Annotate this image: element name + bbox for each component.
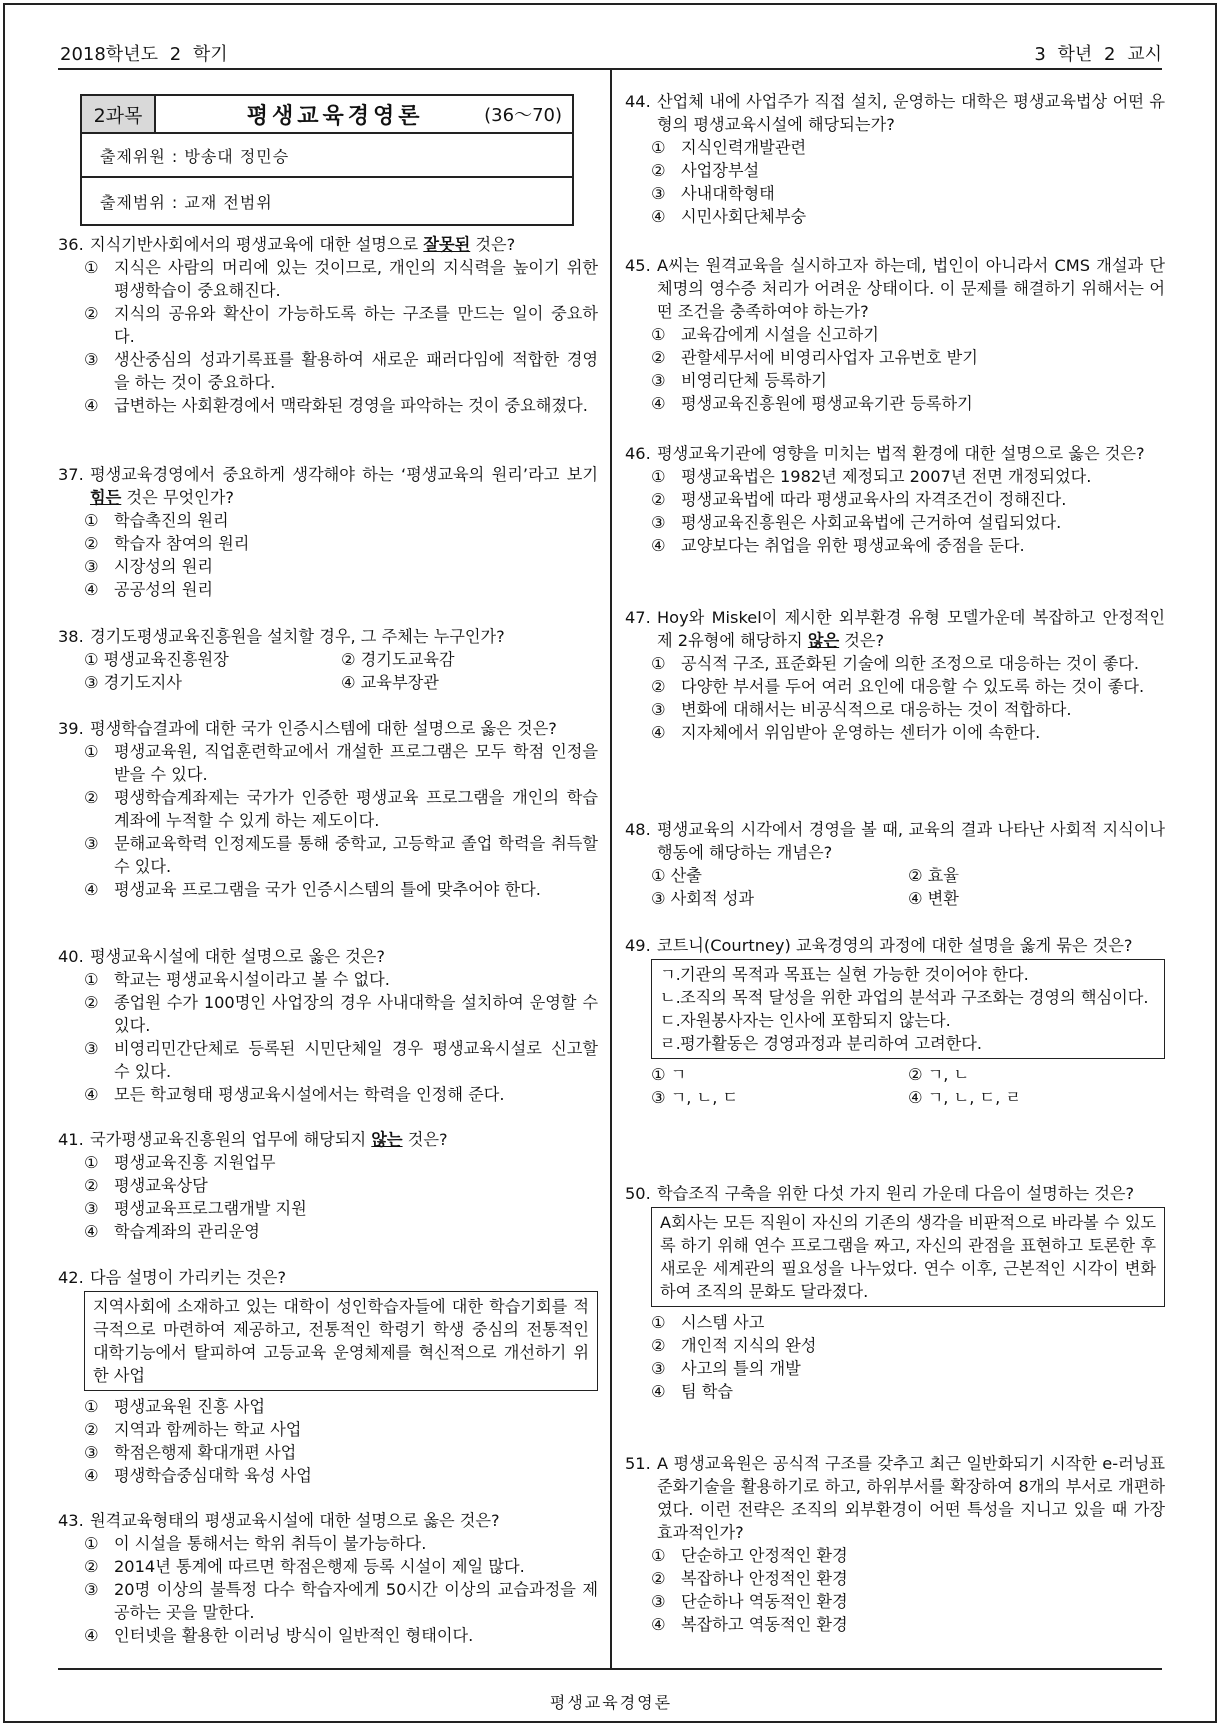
option-2[interactable]: ② 효율	[908, 866, 959, 885]
subject-number: 2과목	[82, 96, 156, 132]
header-year-term: 2018학년도 2 학기	[60, 44, 228, 65]
option-4[interactable]: ④ 교육부장관	[341, 673, 439, 692]
option-3[interactable]: ③ 생산중심의 성과기록표를 활용하여 새로운 패러다임에 적합한 경영을 하는 것이 중요하다.	[84, 350, 598, 392]
option-3[interactable]: ③ 학점은행제 확대개편 사업	[84, 1443, 297, 1462]
option-4[interactable]: ④ 평생교육 프로그램을 국가 인증시스템의 틀에 맞추어야 한다.	[84, 880, 541, 899]
question-50	[625, 1182, 1165, 1403]
question-number: 37.	[58, 465, 84, 484]
option-1[interactable]: ① 이 시설을 통해서는 학위 취득이 불가능하다.	[84, 1534, 427, 1553]
option-4[interactable]: ④ 복잡하고 역동적인 환경	[651, 1615, 848, 1634]
option-2[interactable]: ② 평생교육상담	[84, 1176, 208, 1195]
option-3[interactable]: ③ 사고의 틀의 개발	[651, 1359, 801, 1378]
question-number: 38.	[58, 627, 84, 646]
option-3[interactable]: ③ 평생교육프로그램개발 지원	[84, 1199, 307, 1218]
option-2[interactable]: ② 평생교육법에 따라 평생교육사의 자격조건이 정해진다.	[651, 490, 1067, 509]
subject-author: 출제위원 : 방송대 정민승	[82, 134, 572, 178]
question-stem-end: 것은?	[839, 631, 885, 650]
option-2[interactable]: ② ㄱ, ㄴ	[908, 1065, 970, 1084]
subject-scope: 출제범위 : 교재 전범위	[100, 192, 273, 212]
question-stem-end: 것은?	[470, 235, 516, 254]
question-number: 41.	[58, 1130, 84, 1149]
question-stem: 평생교육경영에서 중요하게 생각해야 하는 ‘평생교육의 원리’라고 보기	[90, 465, 598, 484]
question-45	[625, 254, 1165, 415]
option-1[interactable]: ① 학교는 평생교육시설이라고 볼 수 없다.	[84, 970, 390, 989]
question-number: 36.	[58, 235, 84, 254]
question-47	[625, 606, 1165, 744]
option-1[interactable]: ① 평생교육법은 1982년 제정되고 2007년 전면 개정되었다.	[651, 467, 1092, 486]
option-1[interactable]: ① 교육감에게 시설을 신고하기	[651, 325, 879, 344]
option-2[interactable]: ② 지식의 공유와 확산이 가능하도록 하는 구조를 만드는 일이 중요하다.	[84, 304, 598, 346]
question-stem: 경기도평생교육진흥원을 설치할 경우, 그 주체는 누구인가?	[90, 627, 505, 646]
option-3[interactable]: ③ 비영리단체 등록하기	[651, 371, 827, 390]
option-3[interactable]: ③ 사회적 성과	[651, 889, 755, 908]
question-number: 47.	[625, 608, 651, 627]
option-1[interactable]: ① 시스템 사고	[651, 1313, 765, 1332]
option-2[interactable]: ② 경기도교육감	[341, 650, 455, 669]
option-3[interactable]: ③ 평생교육진흥원은 사회교육법에 근거하여 설립되었다.	[651, 513, 1062, 532]
question-46	[625, 442, 1165, 557]
page-footer: 평생교육경영론	[549, 1693, 673, 1712]
passage-box: 지역사회에 소재하고 있는 대학이 성인학습자들에 대한 학습기회를 적극적으로 마련하여 제공하고, 전통적인 학령기 학생 중심의 전통적인 대학기능에서 탈피하여 고등교육 운영체제를 혁신적으로 개선하기 위한 사업	[84, 1291, 598, 1391]
question-stem: 산업체 내에 사업주가 직접 설치, 운영하는 대학은 평생교육법상 어떤 유형의 평생교육시설에 해당되는가?	[657, 92, 1165, 134]
option-1[interactable]: ① 평생교육원, 직업훈련학교에서 개설한 프로그램은 모두 학점 인정을 받을 수 있다.	[84, 742, 598, 784]
option-3[interactable]: ③ ㄱ, ㄴ, ㄷ	[651, 1088, 739, 1107]
option-4[interactable]: ④ 변환	[908, 889, 959, 908]
option-4[interactable]: ④ ㄱ, ㄴ, ㄷ, ㄹ	[908, 1088, 1022, 1107]
question-number: 46.	[625, 444, 651, 463]
subject-box	[80, 94, 574, 226]
option-2[interactable]: ② 개인적 지식의 완성	[651, 1336, 817, 1355]
question-stem: 평생교육시설에 대한 설명으로 옳은 것은?	[90, 947, 386, 966]
option-2[interactable]: ② 학습자 참여의 원리	[84, 534, 250, 553]
option-1[interactable]: ① ㄱ	[651, 1065, 687, 1084]
option-4[interactable]: ④ 팀 학습	[651, 1382, 734, 1401]
question-stem: 학습조직 구축을 위한 다섯 가지 원리 가운데 다음이 설명하는 것은?	[657, 1184, 1135, 1203]
option-2[interactable]: ② 2014년 통계에 따르면 학점은행제 등록 시설이 제일 많다.	[84, 1557, 525, 1576]
option-4[interactable]: ④ 시민사회단체부숭	[651, 207, 807, 226]
question-number: 44.	[625, 92, 651, 111]
question-number: 48.	[625, 820, 651, 839]
option-1[interactable]: ① 지식인력개발관련	[651, 138, 807, 157]
option-2[interactable]: ② 다양한 부서를 두어 여러 요인에 대응할 수 있도록 하는 것이 좋다.	[651, 677, 1145, 696]
option-1[interactable]: ① 지식은 사람의 머리에 있는 것이므로, 개인의 지식력을 높이기 위한 평생학습이 중요해진다.	[84, 258, 598, 300]
option-4[interactable]: ④ 공공성의 원리	[84, 580, 213, 599]
statement-item: ㄱ. 기관의 목적과 목표는 실현 가능한 것이어야 한다.	[660, 965, 1029, 984]
stem-emphasis: 않는	[371, 1130, 403, 1149]
question-stem: 평생학습결과에 대한 국가 인증시스템에 대한 설명으로 옳은 것은?	[90, 719, 557, 738]
option-4[interactable]: ④ 모든 학교형태 평생교육시설에서는 학력을 인정해 준다.	[84, 1085, 505, 1104]
option-2[interactable]: ② 종업원 수가 100명인 사업장의 경우 사내대학을 설치하여 운영할 수 있다.	[84, 993, 598, 1035]
question-41	[58, 1128, 598, 1243]
question-number: 39.	[58, 719, 84, 738]
column-divider	[610, 70, 612, 1668]
option-3[interactable]: ③ 경기도지사	[84, 673, 182, 692]
option-3[interactable]: ③ 문해교육학력 인정제도를 통해 중학교, 고등학교 졸업 학력을 취득할 수 있다.	[84, 834, 598, 876]
option-4[interactable]: ④ 평생학습중심대학 육성 사업	[84, 1466, 312, 1485]
question-39	[58, 717, 598, 901]
question-stem: 평생교육기관에 영향을 미치는 법적 환경에 대한 설명으로 옳은 것은?	[657, 444, 1145, 463]
option-4[interactable]: ④ 학습계좌의 관리운영	[84, 1222, 260, 1241]
stem-emphasis: 잘못된	[423, 235, 471, 254]
question-stem: A씨는 원격교육을 실시하고자 하는데, 법인이 아니라서 CMS 개설과 단체명의 영수증 처리가 어려운 상태이다. 이 문제를 해결하기 위해서는 어떤 조건을 충족하여야 하는가?	[657, 256, 1165, 321]
question-stem-end: 것은 무엇인가?	[121, 488, 234, 507]
statement-item: ㄴ. 조직의 목적 달성을 위한 과업의 분석과 구조화는 경영의 핵심이다.	[660, 988, 1149, 1007]
question-49	[625, 934, 1165, 1109]
question-stem: 국가평생교육진흥원의 업무에 해당되지	[90, 1130, 372, 1149]
question-36	[58, 233, 598, 417]
option-4[interactable]: ④ 교양보다는 취업을 위한 평생교육에 중점을 둔다.	[651, 536, 1025, 555]
option-2[interactable]: ② 복잡하나 안정적인 환경	[651, 1569, 848, 1588]
option-2[interactable]: ② 지역과 함께하는 학교 사업	[84, 1420, 302, 1439]
option-1[interactable]: ① 공식적 구조, 표준화된 기술에 의한 조정으로 대응하는 것이 좋다.	[651, 654, 1140, 673]
option-4[interactable]: ④ 지자체에서 위임받아 운영하는 센터가 이에 속한다.	[651, 723, 1041, 742]
question-51	[625, 1452, 1165, 1636]
option-3[interactable]: ③ 사내대학형태	[651, 184, 775, 203]
option-3[interactable]: ③ 시장성의 원리	[84, 557, 213, 576]
question-number: 42.	[58, 1268, 84, 1287]
passage-box: A회사는 모든 직원이 자신의 기존의 생각을 비판적으로 바라볼 수 있도록 하기 위해 연수 프로그램을 짜고, 자신의 관점을 표현하고 토론한 후 새로운 세계관의 필요성을 나누었다. 연수 이후, 근본적인 시각이 변화하여 조직의 문화도 달라졌다.	[651, 1207, 1165, 1307]
question-stem: 평생교육의 시각에서 경영을 볼 때, 교육의 결과 나타난 사회적 지식이나 행동에 해당하는 개념은?	[657, 820, 1165, 862]
option-4[interactable]: ④ 급변하는 사회환경에서 맥락화된 경영을 파악하는 것이 중요해졌다.	[84, 396, 588, 415]
question-range: (36～70)	[484, 105, 562, 126]
question-38	[58, 625, 598, 694]
option-2[interactable]: ② 관할세무서에 비영리사업자 고유번호 받기	[651, 348, 978, 367]
question-37	[58, 463, 598, 601]
option-1[interactable]: ① 산출	[651, 866, 702, 885]
option-1[interactable]: ① 평생교육진흥원장	[84, 650, 229, 669]
question-number: 43.	[58, 1511, 84, 1530]
question-44	[625, 90, 1165, 228]
footer-rule	[58, 1668, 1162, 1670]
question-number: 51.	[625, 1454, 651, 1473]
question-number: 40.	[58, 947, 84, 966]
question-stem: 코트니(Courtney) 교육경영의 과정에 대한 설명을 옳게 묶은 것은?	[657, 936, 1133, 955]
statement-item: ㄹ. 평가활동은 경영과정과 분리하여 고려한다.	[660, 1034, 983, 1053]
question-stem: A 평생교육원은 공식적 구조를 갖추고 최근 일반화되기 시작한 e-러닝표준화기술을 활용하기로 하고, 하위부서를 확장하여 8개의 부서로 개편하였다. 이런 전략은 조직의 외부환경이 어떤 특성을 지니고 있을 때 가장 효과적인가?	[657, 1454, 1165, 1542]
statement-box	[651, 959, 1165, 1059]
option-3[interactable]: ③ 단순하나 역동적인 환경	[651, 1592, 848, 1611]
option-3[interactable]: ③ 비영리민간단체로 등록된 시민단체일 경우 평생교육시설로 신고할 수 있다.	[84, 1039, 598, 1081]
option-1[interactable]: ① 학습촉진의 원리	[84, 511, 229, 530]
question-number: 50.	[625, 1184, 651, 1203]
option-3[interactable]: ③ 변화에 대해서는 비공식적으로 대응하는 것이 적합하다.	[651, 700, 1072, 719]
question-48	[625, 818, 1165, 910]
question-stem: Hoy와 Miskel이 제시한 외부환경 유형 모델가운데 복잡하고 안정적인 제 2유형에 해당하지	[657, 608, 1165, 650]
option-2[interactable]: ② 사업장부설	[651, 161, 760, 180]
option-1[interactable]: ① 평생교육원 진흥 사업	[84, 1397, 266, 1416]
option-4[interactable]: ④ 인터넷을 활용한 이러닝 방식이 일반적인 형태이다.	[84, 1626, 474, 1645]
question-stem-end: 것은?	[402, 1130, 448, 1149]
stem-emphasis: 힘든	[90, 488, 122, 507]
statement-item: ㄷ. 자원봉사자는 인사에 포함되지 않는다.	[660, 1011, 951, 1030]
question-stem: 지식기반사회에서의 평생교육에 대한 설명으로	[90, 235, 424, 254]
stem-emphasis: 않은	[807, 631, 840, 650]
question-43	[58, 1509, 598, 1647]
question-number: 49.	[625, 936, 651, 955]
option-2[interactable]: ② 평생학습계좌제는 국가가 인증한 평생교육 프로그램을 개인의 학습계좌에 누적할 수 있게 하는 제도이다.	[84, 788, 598, 830]
question-stem: 원격교육형태의 평생교육시설에 대한 설명으로 옳은 것은?	[90, 1511, 500, 1530]
option-1[interactable]: ① 평생교육진흥 지원업무	[84, 1153, 276, 1172]
question-40	[58, 945, 598, 1106]
subject-title: 평생교육경영론	[246, 103, 424, 129]
option-1[interactable]: ① 단순하고 안정적인 환경	[651, 1546, 848, 1565]
question-number: 45.	[625, 256, 651, 275]
header-grade-period: 3 학년 2 교시	[1034, 44, 1162, 65]
question-42	[58, 1266, 598, 1487]
option-3[interactable]: ③ 20명 이상의 불특정 다수 학습자에게 50시간 이상의 교습과정을 제공하는 곳을 말한다.	[84, 1580, 598, 1622]
question-stem: 다음 설명이 가리키는 것은?	[90, 1268, 287, 1287]
option-4[interactable]: ④ 평생교육진흥원에 평생교육기관 등록하기	[651, 394, 973, 413]
